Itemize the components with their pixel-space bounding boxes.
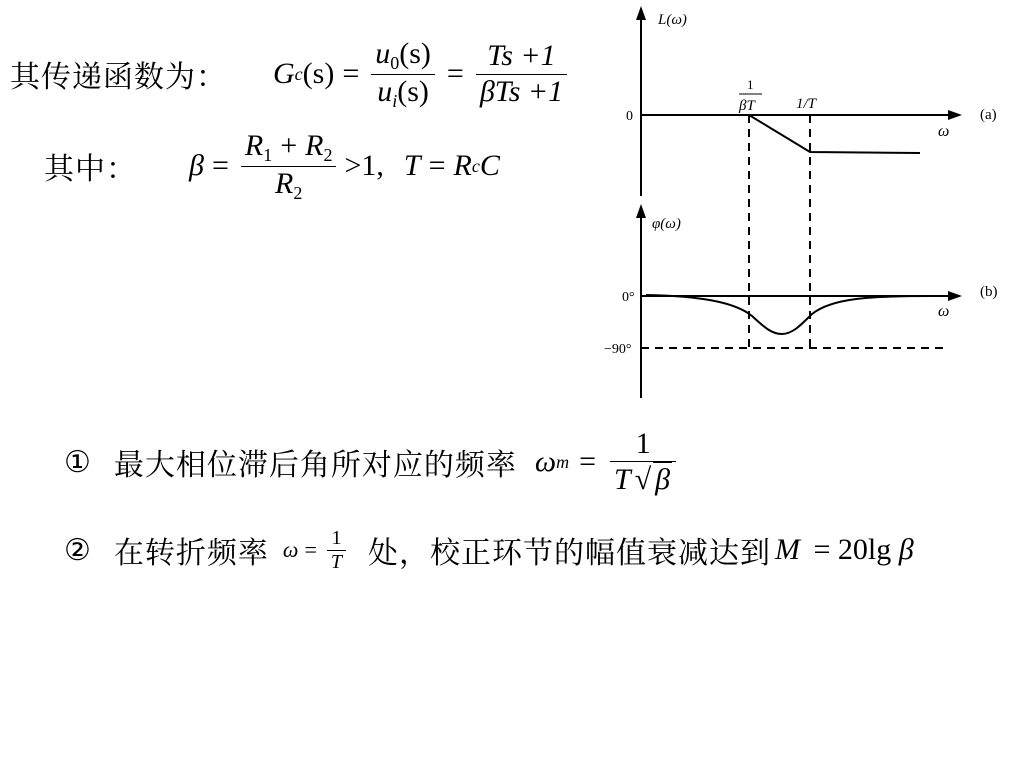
top-x-label: ω xyxy=(938,123,950,140)
ui-sub: i xyxy=(392,90,398,111)
omega-m-den-beta: β xyxy=(655,463,671,496)
bot-tag: (b) xyxy=(980,284,998,300)
break-omega-num: 1 xyxy=(331,526,342,549)
gc-arg: (s) xyxy=(302,57,335,90)
ui-symbol: u xyxy=(377,74,393,108)
omega-m-den-t: T xyxy=(614,463,631,496)
beta-symbol: β xyxy=(189,149,204,182)
top-y-arrow xyxy=(636,6,646,20)
bot-neg90-label: −90° xyxy=(604,342,632,357)
u0-sub: 0 xyxy=(390,52,400,73)
eq-1: = xyxy=(342,57,360,90)
omega-m-formula xyxy=(535,427,680,498)
break-omega-den: T xyxy=(330,550,342,573)
fraction-break-omega xyxy=(327,527,346,574)
note-2-marker: ② xyxy=(64,532,92,568)
omega-m-sub: m xyxy=(556,451,570,472)
u0-arg: (s) xyxy=(399,36,431,70)
bot-y-label: φ(ω) xyxy=(652,216,681,232)
note-1 xyxy=(64,422,680,502)
m-eq: = 20lg xyxy=(813,533,892,566)
magnitude-curve xyxy=(749,115,920,153)
note-1-marker: ① xyxy=(64,444,92,480)
r2-sub: 2 xyxy=(323,144,333,165)
u0-symbol: u xyxy=(375,36,391,70)
ui-arg: (s) xyxy=(397,74,429,108)
bot-y-arrow xyxy=(636,204,646,218)
r2-den-symbol: R xyxy=(275,166,294,200)
bot-x-arrow xyxy=(948,291,962,301)
gc-sub: c xyxy=(294,63,303,84)
omega-m-symbol: ω xyxy=(534,445,557,478)
bot-x-label: ω xyxy=(938,303,950,320)
break-omega-symbol: ω xyxy=(282,537,299,562)
eq-6: = xyxy=(304,537,317,562)
note-2-text: 在转折频率 xyxy=(113,536,269,571)
phase-plot xyxy=(604,204,998,398)
bot-zero-label: 0° xyxy=(622,290,635,305)
ts-denominator: βTs +1 xyxy=(479,74,564,108)
break-omega-formula xyxy=(283,527,350,574)
m-symbol: M xyxy=(775,533,800,566)
eq-5: = xyxy=(579,445,597,478)
tf-label: 其传递函数为： xyxy=(10,60,227,95)
break2-label: 1/T xyxy=(796,96,817,112)
fraction-omega-m: $\frac{1}{T √ \beta}$ xyxy=(610,427,676,498)
r2-symbol: R xyxy=(305,128,324,162)
magnitude-plot xyxy=(626,6,997,196)
eq-2: = xyxy=(446,57,464,90)
r2-den-sub: 2 xyxy=(293,182,303,203)
r1-symbol: R xyxy=(244,128,264,162)
t-symbol: T xyxy=(403,149,421,182)
phase-curve xyxy=(646,295,932,334)
omega-m-num: 1 xyxy=(635,426,651,460)
note-2 xyxy=(64,510,914,590)
gc-symbol: G xyxy=(273,57,295,90)
note-2-text-2: 处，校正环节的幅值衰减达到 xyxy=(368,536,771,571)
beta-tail: >1, xyxy=(344,149,384,182)
m-beta: β xyxy=(898,533,914,566)
break1-den: βT xyxy=(739,98,755,114)
top-y-label: L(ω) xyxy=(658,12,687,28)
eq-4: = xyxy=(428,149,446,182)
top-x-arrow xyxy=(948,110,962,120)
attenuation-formula xyxy=(775,533,914,567)
ts-numerator: Ts +1 xyxy=(487,39,556,72)
r1-sub: 1 xyxy=(263,144,273,165)
rc-symbol: R xyxy=(453,149,472,182)
top-zero-label: 0 xyxy=(626,109,633,124)
break1-num: 1 xyxy=(747,77,754,92)
rc-sub: c xyxy=(471,155,480,176)
plus-sign: + xyxy=(280,128,298,162)
top-tag: (a) xyxy=(980,107,997,123)
c-symbol: C xyxy=(479,149,500,182)
eq-3: = xyxy=(211,149,229,182)
note-1-text: 最大相位滞后角所对应的频率 xyxy=(113,448,517,483)
where-label: 其中： xyxy=(44,152,137,187)
